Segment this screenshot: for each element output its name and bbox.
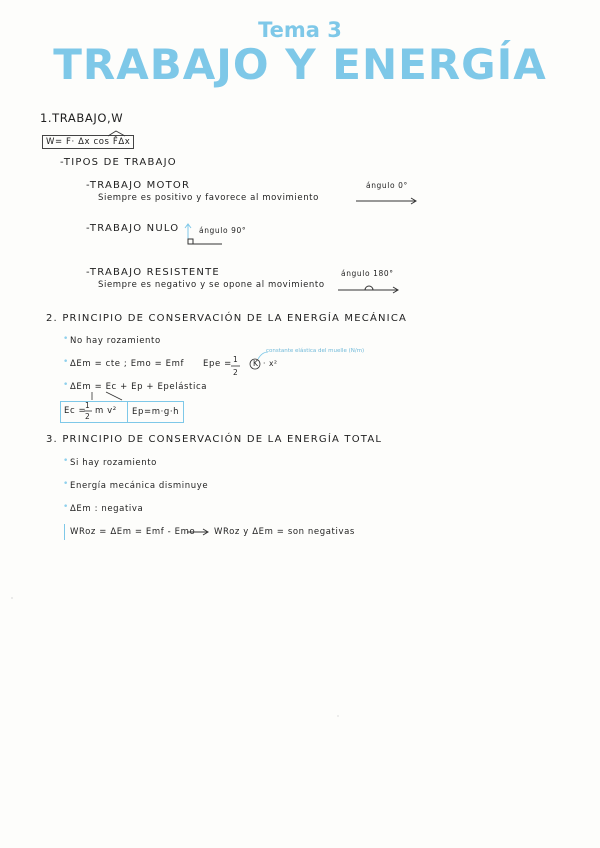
epe-k: K <box>253 359 259 368</box>
trabajo-resistente-label: -TRABAJO RESISTENTE <box>86 267 220 278</box>
trabajo-resistente-desc: Siempre es negativo y se opone al movimiento <box>98 280 325 290</box>
link-ep <box>106 392 122 400</box>
ec-rhs: m v² <box>95 406 117 416</box>
s3-friction-formula: WRoz = ΔEm = Emf - Emo <box>64 524 195 540</box>
angle-0-label: ángulo 0° <box>366 181 408 190</box>
trabajo-motor-desc: Siempre es positivo y favorece al movimiento <box>98 193 319 203</box>
paper-speck <box>11 597 13 599</box>
bullet-marker: • <box>63 334 69 344</box>
bullet-marker: • <box>63 502 69 512</box>
angle-180-arrow <box>338 286 398 293</box>
angle-0-arrow <box>356 198 416 204</box>
s3-bullet-1: Si hay rozamiento <box>70 458 157 468</box>
angle-90-diagram <box>185 224 222 244</box>
epe-x-squared: · x² <box>263 359 278 368</box>
bullet-marker: • <box>63 380 69 390</box>
section-3-heading: 3. PRINCIPIO DE CONSERVACIÓN DE LA ENERGÍA TOTAL <box>46 434 383 445</box>
s2-bullet-1: No hay rozamiento <box>70 336 161 346</box>
epe-denominator: 2 <box>233 368 239 377</box>
ec-numerator: 1 <box>85 401 91 410</box>
bullet-marker: • <box>63 479 69 489</box>
angle-hat-mark <box>108 131 125 136</box>
bullet-marker: • <box>63 456 69 466</box>
page-title: TRABAJO Y ENERGÍA <box>53 40 547 89</box>
s3-bullet-3: ΔEm : negativa <box>70 504 144 514</box>
note-pointer <box>258 352 268 359</box>
paper-speck <box>337 715 339 717</box>
implies-arrow <box>187 529 208 535</box>
work-formula: W= F· Δx cos F̂Δx <box>42 135 134 149</box>
s2-bullet-3: ΔEm = Ec + Ep + Epelástica <box>70 382 208 392</box>
s3-result: WRoz y ΔEm = son negativas <box>214 527 355 537</box>
epe-numerator: 1 <box>233 355 239 364</box>
bullet-marker: • <box>63 357 69 367</box>
s3-bullet-2: Energía mecánica disminuye <box>70 481 209 491</box>
epe-label: Epe = <box>203 359 232 369</box>
angle-180-label: ángulo 180° <box>341 269 394 278</box>
section-1-heading: 1.TRABAJO,W <box>40 111 124 125</box>
ep-formula-box: Ep=m·g·h <box>127 401 184 423</box>
constante-note: constante elástica del muelle (N/m) <box>266 348 365 354</box>
tema-label: Tema 3 <box>258 18 342 42</box>
trabajo-nulo-label: -TRABAJO NULO <box>86 223 180 234</box>
trabajo-motor-label: -TRABAJO MOTOR <box>86 180 191 191</box>
ec-lhs: Ec = <box>64 406 87 416</box>
s2-bullet-2: ΔEm = cte ; Emo = Emf <box>70 359 185 369</box>
angle-90-label: ángulo 90° <box>199 226 247 235</box>
k-circle-mark <box>250 359 260 369</box>
section-2-heading: 2. PRINCIPIO DE CONSERVACIÓN DE LA ENERGÍA MECÁNICA <box>46 313 408 324</box>
ec-denominator: 2 <box>85 412 91 421</box>
tipos-heading: -TIPOS DE TRABAJO <box>60 157 177 168</box>
